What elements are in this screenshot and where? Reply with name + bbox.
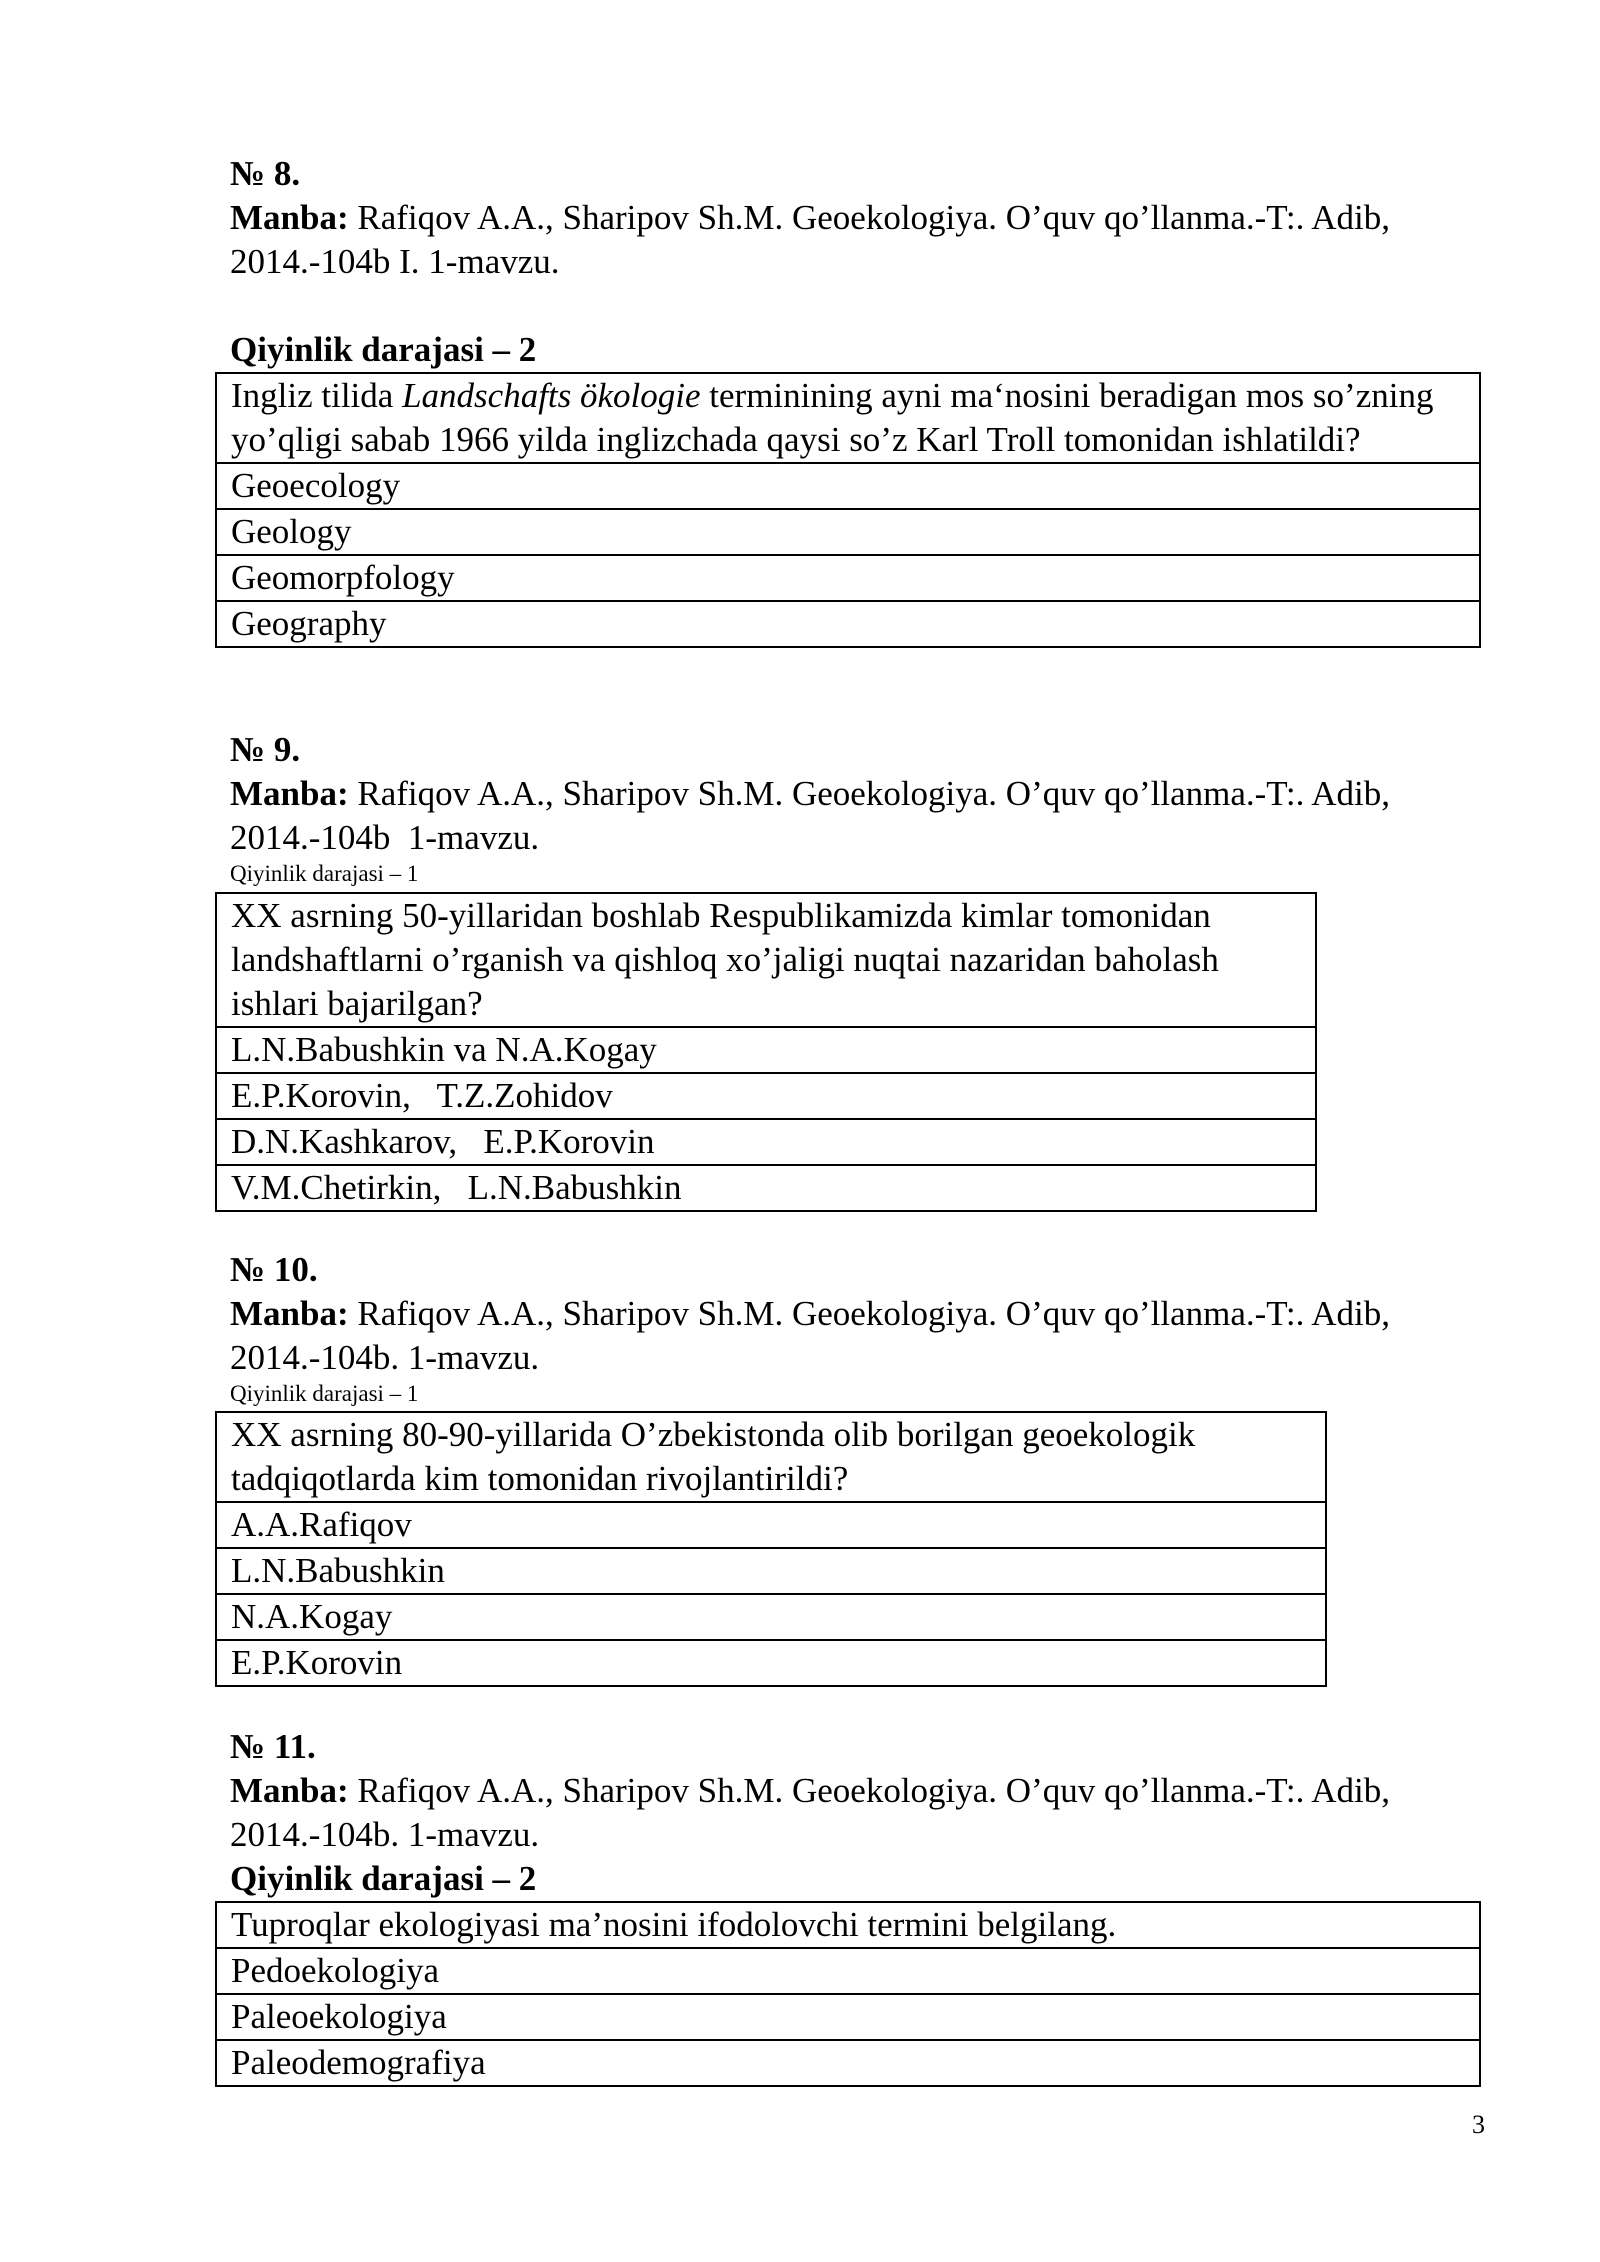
question-9-header [230, 728, 1390, 888]
source-label: Manba: [230, 774, 349, 813]
source-line [230, 1769, 1390, 1813]
question-text: XX asrning 50-yillaridan boshlab Respublikamizda kimlar tomonidan landshaftlarni o’rganish va qishloq xo’jaligi nuqtai nazaridan baholash ishlari bajarilgan? [216, 893, 1316, 1027]
question-number: № 10. [230, 1250, 318, 1289]
answer-option: Pedoekologiya [216, 1948, 1480, 1994]
question-11-table [215, 1901, 1481, 2087]
answer-option: Paleoekologiya [216, 1994, 1480, 2040]
answer-option: Geology [216, 509, 1480, 555]
question-text: Tuproqlar ekologiyasi ma’nosini ifodolovchi termini belgilang. [216, 1902, 1480, 1948]
answer-option: Geoecology [216, 463, 1480, 509]
source-line-2: 2014.-104b 1-mavzu. [230, 818, 540, 857]
difficulty-label: Qiyinlik darajasi – 2 [230, 1859, 537, 1898]
source-label: Manba: [230, 198, 349, 237]
source-text: Rafiqov A.A., Sharipov Sh.M. Geoekologiya. O’quv qo’llanma.-T:. Adib, [348, 1294, 1390, 1333]
question-10-header [230, 1248, 1390, 1408]
source-line-2: 2014.-104b I. 1-mavzu. [230, 242, 560, 281]
source-line [230, 196, 1390, 240]
answer-option: L.N.Babushkin [216, 1548, 1326, 1594]
page-number: 3 [1472, 2110, 1485, 2139]
answer-option: L.N.Babushkin va N.A.Kogay [216, 1027, 1316, 1073]
source-line-2: 2014.-104b. 1-mavzu. [230, 1338, 540, 1377]
source-line-2: 2014.-104b. 1-mavzu. [230, 1815, 540, 1854]
question-text: Ingliz tilida Landschafts ökologie terminining ayni ma‘nosini beradigan mos so’zning yo’qligi sabab 1966 yilda inglizchada qaysi so’z Karl Troll tomonidan ishlatildi? [216, 373, 1480, 463]
source-text: Rafiqov A.A., Sharipov Sh.M. Geoekologiya. O’quv qo’llanma.-T:. Adib, [348, 1771, 1390, 1810]
answer-option: A.A.Rafiqov [216, 1502, 1326, 1548]
answer-option: V.M.Chetirkin, L.N.Babushkin [216, 1165, 1316, 1211]
question-11-header [230, 1725, 1390, 1901]
source-label: Manba: [230, 1771, 349, 1810]
answer-option: Geography [216, 601, 1480, 647]
question-italic-term: Landschafts ökologie [402, 376, 701, 415]
source-line [230, 772, 1390, 816]
question-8-table [215, 372, 1481, 648]
answer-option: E.P.Korovin, T.Z.Zohidov [216, 1073, 1316, 1119]
question-9-table [215, 892, 1317, 1212]
question-8-header [230, 152, 1390, 372]
source-text: Rafiqov A.A., Sharipov Sh.M. Geoekologiya. O’quv qo’llanma.-T:. Adib, [348, 198, 1390, 237]
answer-option: N.A.Kogay [216, 1594, 1326, 1640]
difficulty-label: Qiyinlik darajasi – 2 [230, 330, 537, 369]
source-label: Manba: [230, 1294, 349, 1333]
answer-option: E.P.Korovin [216, 1640, 1326, 1686]
question-number: № 8. [230, 154, 301, 193]
difficulty-label: Qiyinlik darajasi – 1 [230, 861, 419, 886]
difficulty-label: Qiyinlik darajasi – 1 [230, 1381, 419, 1406]
answer-option: Paleodemografiya [216, 2040, 1480, 2086]
answer-option: Geomorpfology [216, 555, 1480, 601]
answer-option: D.N.Kashkarov, E.P.Korovin [216, 1119, 1316, 1165]
question-10-table [215, 1411, 1327, 1687]
source-text: Rafiqov A.A., Sharipov Sh.M. Geoekologiya. O’quv qo’llanma.-T:. Adib, [348, 774, 1390, 813]
question-number: № 9. [230, 730, 301, 769]
question-text: XX asrning 80-90-yillarida O’zbekistonda olib borilgan geoekologik tadqiqotlarda kim tomonidan rivojlantirildi? [216, 1412, 1326, 1502]
source-line [230, 1292, 1390, 1336]
question-number: № 11. [230, 1727, 316, 1766]
